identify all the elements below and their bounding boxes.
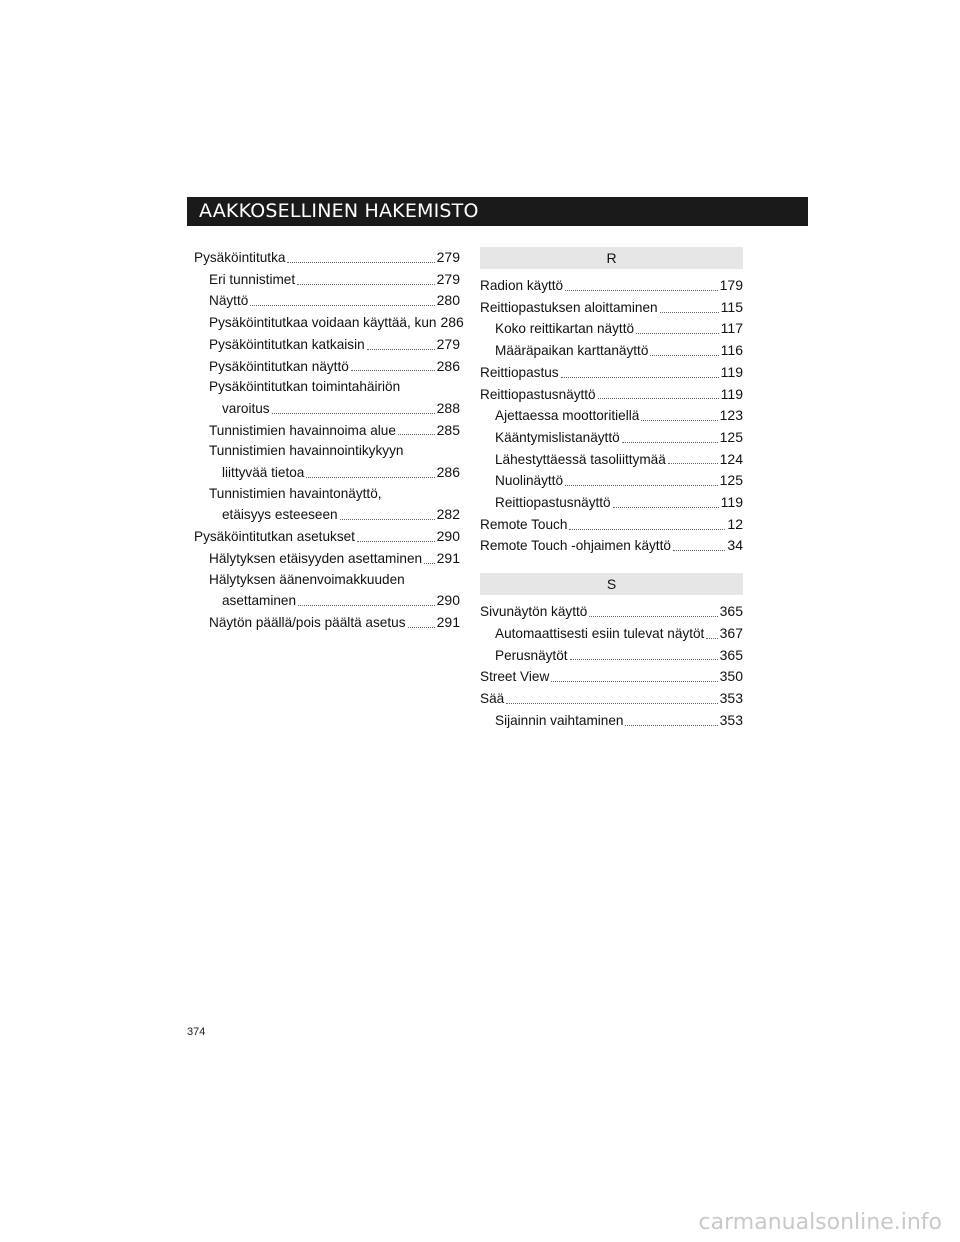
index-entry[interactable] [480,623,743,645]
index-entry-text: etäisyys esteeseen [222,507,338,523]
index-entry-text: Pysäköintitutkan katkaisin [209,336,365,352]
dot-leader [706,638,717,639]
dot-leader [625,725,717,726]
index-entry-text: Määräpaikan karttanäyttö [495,343,649,359]
index-entry-page: 288 [436,399,460,416]
index-entry-text: Eri tunnistimet [209,271,296,287]
index-entry[interactable] [480,514,743,536]
index-entry-text: Hälytyksen äänenvoimakkuuden [209,571,405,587]
dot-leader [660,312,719,313]
dot-leader [650,355,718,356]
dot-leader [424,563,435,564]
dot-leader [569,529,725,530]
dot-leader [506,703,717,704]
dot-leader [408,627,435,628]
dot-leader [297,284,435,285]
index-entry-text: Reittiopastusnäyttö [480,386,596,402]
index-entry[interactable] [194,356,460,378]
index-entry-page: 365 [719,603,743,620]
index-entry[interactable] [194,526,460,548]
index-entry-page: 365 [719,646,743,663]
dot-leader [668,463,718,464]
index-entry-text: Kääntymislistanäyttö [495,429,620,445]
dot-leader [306,477,434,478]
index-entry-text: Näytön päällä/pois päältä asetus [209,614,406,630]
index-entry-text: Sijainnin vaihtaminen [495,712,624,728]
dot-leader [351,370,435,371]
index-entry-text: Reittiopastusnäyttö [495,495,611,511]
index-entry-text: Pysäköintitutkaa voidaan käyttää, kun [209,315,437,331]
index-entry[interactable] [480,645,743,667]
index-entry-page: 34 [727,537,743,554]
index-entry[interactable] [194,548,460,570]
index-entry[interactable] [480,710,743,732]
index-entry-text: Koko reittikartan näyttö [495,321,635,337]
index-entry-text: Lähestyttäessä tasoliittymää [495,451,666,467]
index-entry-text: Pysäköintitutkan toimintahäiriön [209,379,401,395]
index-entry-page: 353 [719,711,743,728]
index-entry-page: 280 [436,292,460,309]
index-entry-text: Remote Touch -ohjaimen käyttö [480,538,671,554]
dot-leader [298,605,435,606]
index-entry[interactable] [480,449,743,471]
dot-leader [636,333,719,334]
dot-leader [367,349,435,350]
index-column-right [480,247,743,731]
index-entry[interactable] [480,427,743,449]
index-entry-continuation [194,590,460,612]
dot-leader [613,507,719,508]
index-entry[interactable] [480,688,743,710]
dot-leader [565,485,718,486]
dot-leader [589,616,717,617]
index-entry-page: 115 [720,298,743,315]
index-entry[interactable] [194,290,460,312]
index-entry-page: 291 [436,613,460,630]
index-entry-text: Pysäköintitutkan asetukset [194,529,355,545]
index-entry-text: Nuolinäyttö [495,473,564,489]
index-entry-page: 123 [719,407,743,424]
section-title: AAKKOSELLINEN HAKEMISTO [199,200,479,222]
index-entry-text: Perusnäytöt [495,647,568,663]
dot-leader [561,377,719,378]
index-entry-text: Pysäköintitutka [194,250,286,265]
index-entry[interactable] [480,666,743,688]
index-entry-continuation [194,504,460,526]
index-entry-page: 290 [436,592,460,609]
index-entry[interactable] [480,340,743,362]
index-entry-text: Reittiopastus [480,364,559,380]
index-entry-page: 119 [720,385,743,402]
index-entry[interactable] [480,470,743,492]
index-entry[interactable] [194,612,460,634]
index-entry-text: liittyvää tietoa [222,465,305,481]
index-entry[interactable] [194,570,460,612]
index-entry-text: Tunnistimien havainnointikykyyn [209,443,404,459]
index-entry-page: 279 [436,335,460,352]
index-entry-text: Tunnistimien havainnoima alue [209,422,396,438]
dot-leader [398,434,435,435]
index-entry-page: 119 [720,494,743,511]
index-entry-page: 124 [719,450,743,467]
section-header [187,197,808,226]
section-gap [480,557,743,573]
dot-leader [250,305,434,306]
index-entry-text: Automaattisesti esiin tulevat näytöt [495,625,705,641]
index-entry[interactable] [194,377,460,419]
index-entry[interactable] [194,484,460,526]
index-entry-text: Reittiopastuksen aloittaminen [480,299,658,315]
index-entry-page: 119 [720,363,743,380]
index-entry-page: 285 [436,421,460,438]
index-entry-page: 291 [436,549,460,566]
index-entry-text: varoitus [222,400,270,416]
dot-leader [357,541,435,542]
index-entry[interactable] [194,334,460,356]
index-column-left [194,247,464,634]
index-entry[interactable] [194,420,460,442]
dot-leader [622,442,718,443]
index-entry-text: Tunnistimien havaintonäyttö, [209,485,382,501]
index-entry-page: 286 [436,464,460,481]
index-entry-text: Näyttö [209,293,249,309]
index-entry-page: 125 [719,428,743,445]
dot-leader [565,290,718,291]
index-entry-text: Sivunäytön käyttö [480,604,588,620]
index-entry[interactable] [480,362,743,384]
index-entry[interactable] [480,318,743,340]
dot-leader [551,681,717,682]
index-entry-page: 116 [720,342,743,359]
index-entry-continuation [194,462,460,484]
index-entry-page: 353 [719,689,743,706]
index-entry-page: 286 [440,314,464,331]
dot-leader [287,262,434,263]
dot-leader [272,413,435,414]
index-entry-text: Remote Touch [480,516,568,532]
index-entry-page: 179 [719,277,743,293]
index-entry-page: 290 [436,528,460,545]
index-entry[interactable] [194,441,460,483]
index-entry-page: 279 [436,270,460,287]
index-entry[interactable] [480,384,743,406]
dot-leader [340,519,435,520]
index-entry-page: 125 [719,472,743,489]
index-entry-page: 367 [719,624,743,641]
dot-leader [598,398,719,399]
index-entry[interactable] [480,297,743,319]
dot-leader [673,550,726,551]
index-entry[interactable] [194,312,464,334]
index-entry-text: Ajettaessa moottoritiellä [495,408,640,424]
index-entry[interactable] [480,492,743,514]
index-entry-page: 282 [436,506,460,523]
index-entry-page: 350 [719,668,743,685]
dot-leader [570,659,718,660]
index-entry-text: asettaminen [222,593,297,609]
index-entry[interactable] [480,601,743,623]
index-entry-text: Sää [480,690,505,706]
index-entry-page: 117 [720,320,743,337]
watermark: carmanualsonline.info [698,1210,942,1235]
index-entry-text: Hälytyksen etäisyyden asettaminen [209,550,423,566]
index-entry[interactable] [480,275,743,297]
index-entry[interactable] [194,269,460,291]
index-letter-heading: R [480,247,743,269]
index-entry-text: Street View [480,669,550,685]
dot-leader [641,420,717,421]
index-entry-page: 279 [436,249,460,265]
index-letter-heading: S [480,573,743,595]
page-number: 374 [187,1026,206,1038]
index-entry-text: Pysäköintitutkan näyttö [209,358,349,374]
index-entry[interactable] [194,247,460,269]
index-entry-continuation [194,398,460,420]
index-entry[interactable] [480,535,743,557]
index-entry-page: 12 [727,515,743,532]
index-entry[interactable] [480,405,743,427]
index-entry-text: Radion käyttö [480,278,564,293]
index-entry-page: 286 [436,357,460,374]
